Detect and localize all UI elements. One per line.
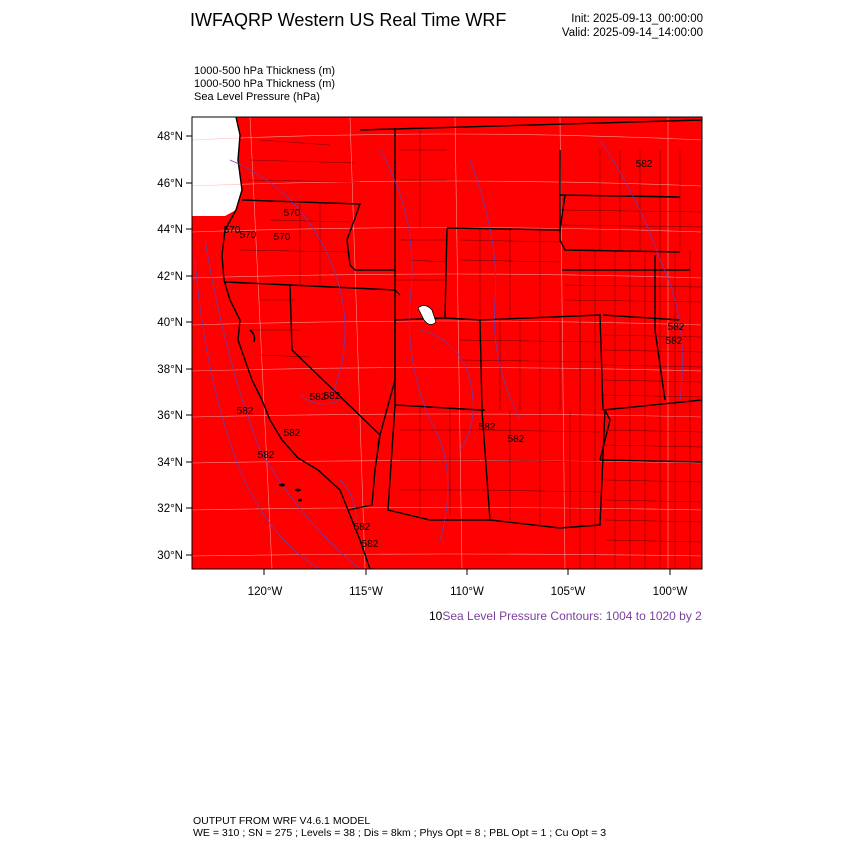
- thickness-label: 582: [353, 522, 371, 533]
- lon-label-100: 100°W: [652, 586, 688, 598]
- valid-time: Valid: 2025-09-14_14:00:00: [561, 27, 703, 39]
- thickness-label: 582: [257, 450, 275, 461]
- slp-caption-lead: 10: [429, 609, 443, 623]
- lon-label-120: 120°W: [247, 586, 283, 598]
- thickness-label: 570: [239, 230, 257, 241]
- lat-label-32: 32°N: [157, 503, 183, 515]
- thickness-label: 570: [223, 225, 241, 236]
- thickness-label: 582: [236, 406, 254, 417]
- init-time: Init: 2025-09-13_00:00:00: [571, 13, 703, 25]
- lat-label-30: 30°N: [157, 550, 183, 562]
- thickness-label: 582: [635, 159, 653, 170]
- model-config-line: WE = 310 ; SN = 275 ; Levels = 38 ; Dis = 8km ; Phys Opt = 8 ; PBL Opt = 1 ; Cu Opt = 3: [193, 827, 607, 839]
- lon-label-115: 115°W: [349, 586, 383, 598]
- thickness-label: 582: [361, 539, 379, 550]
- legend-thickness-1: 1000-500 hPa Thickness (m): [194, 65, 336, 77]
- lat-label-42: 42°N: [157, 271, 183, 283]
- thickness-label: 582: [283, 428, 301, 439]
- thickness-label: 582: [309, 392, 327, 403]
- thickness-label: 582: [507, 434, 525, 445]
- slp-contour-caption: [429, 609, 702, 623]
- chart-title: IWFAQRP Western US Real Time WRF: [190, 10, 507, 30]
- lat-label-34: 34°N: [157, 457, 183, 469]
- lat-label-46: 46°N: [157, 178, 183, 190]
- lon-label-110: 110°W: [450, 586, 484, 598]
- thickness-label: 570: [273, 232, 291, 243]
- lon-label-105: 105°W: [550, 586, 586, 598]
- thickness-label: 570: [283, 208, 301, 219]
- slp-caption-text: Sea Level Pressure Contours: 1004 to 1020 by 2: [442, 609, 702, 623]
- lat-label-40: 40°N: [157, 317, 183, 329]
- lat-label-38: 38°N: [157, 364, 183, 376]
- lat-label-44: 44°N: [157, 224, 183, 236]
- lat-label-48: 48°N: [157, 131, 183, 143]
- thickness-label: 582: [323, 391, 341, 402]
- model-output-line: OUTPUT FROM WRF V4.6.1 MODEL: [193, 815, 371, 827]
- thickness-label: 582: [665, 336, 683, 347]
- lat-label-36: 36°N: [157, 410, 183, 422]
- legend-thickness-2: 1000-500 hPa Thickness (m): [194, 78, 336, 90]
- thickness-label: 582: [478, 422, 496, 433]
- legend-slp: Sea Level Pressure (hPa): [194, 91, 320, 103]
- thickness-label: 582: [667, 322, 685, 333]
- ocean-area: [192, 117, 242, 216]
